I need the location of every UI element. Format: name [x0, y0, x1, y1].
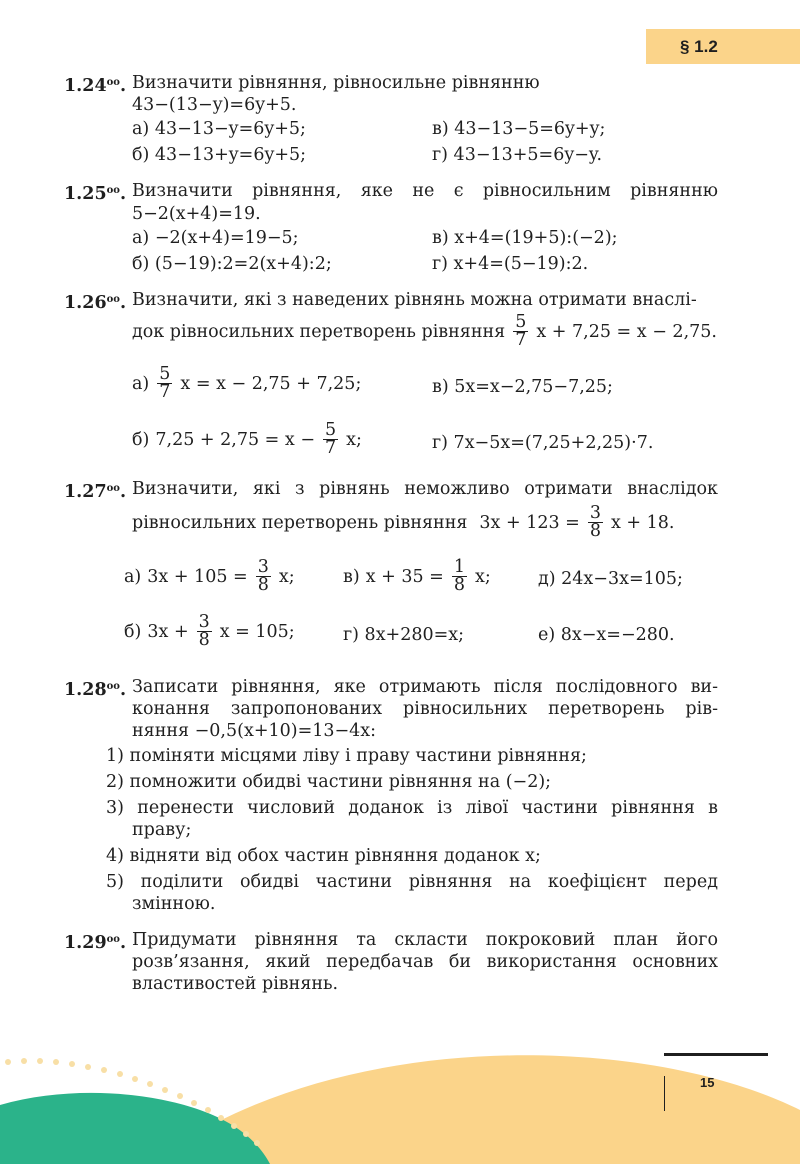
- problem-statement: Визначити, які з наведених рівнянь можна отримати внаслі-: [132, 290, 697, 310]
- problem-number: $1.26^{оо}$.: [64, 293, 127, 313]
- answer-option: а) $\frac{5}{7}$ x = x − 2,75 + 7,25;: [132, 364, 362, 402]
- fraction: $\frac{5}{7}$: [324, 420, 337, 458]
- answer-option: г) 7x−5x=(7,25+2,25)·7.: [432, 433, 654, 453]
- step-item: змінною.: [132, 894, 216, 914]
- step-item: праву;: [132, 820, 192, 840]
- problem-statement: властивостей рівнянь.: [132, 974, 339, 994]
- problem-statement: няння −0,5(x+10)=13−4x:: [132, 721, 377, 741]
- answer-option: г) x+4=(5−19):2.: [432, 254, 589, 274]
- footer-rule: [664, 1053, 768, 1056]
- answer-option: д) 24x−3x=105;: [538, 569, 683, 589]
- answer-option: б) 43−13+y=6y+5;: [132, 145, 307, 165]
- section-tab: [646, 29, 800, 64]
- section-label: § 1.2: [680, 36, 718, 56]
- problem-statement: Визначити рівняння, яке не є рівносильним рівнянню: [132, 181, 718, 201]
- fraction: $\frac{3}{8}$: [589, 503, 601, 541]
- problem-number: $1.24^{оо}$.: [64, 76, 127, 96]
- problem-number: $1.25^{оо}$.: [64, 184, 127, 204]
- fraction: $\frac{5}{7}$: [515, 312, 527, 350]
- problem-statement: Визначити рівняння, рівносильне рівнянню: [132, 73, 540, 93]
- green-wave: [0, 1093, 270, 1164]
- problem-number: $1.27^{оо}$.: [64, 482, 127, 502]
- answer-option: а) 43−13−y=6y+5;: [132, 119, 306, 139]
- problem-statement: розв’язання, який передбачав би використання основних: [132, 952, 718, 972]
- answer-option: в) 5x=x−2,75−7,25;: [432, 377, 613, 397]
- answer-option: г) 8x+280=x;: [343, 625, 465, 645]
- answer-option: г) 43−13+5=6y−y.: [432, 145, 603, 165]
- problem-statement: Визначити, які з рівнянь неможливо отримати внаслідок: [132, 479, 718, 499]
- problem-statement: 43−(13−y)=6y+5.: [132, 95, 297, 115]
- answer-option: е) 8x−x=−280.: [538, 625, 675, 645]
- step-item: 3) перенести числовий доданок із лівої частини рівняння в: [106, 798, 718, 818]
- problem-number: $1.28^{оо}$.: [64, 680, 127, 700]
- page-number: 15: [700, 1075, 715, 1090]
- footer-divider: [664, 1076, 665, 1111]
- step-item: 4) відняти від обох частин рівняння доданок x;: [106, 846, 541, 866]
- answer-option: б) (5−19):2=2(x+4):2;: [132, 254, 332, 274]
- problem-statement: Записати рівняння, яке отримають після послідовного ви-: [132, 677, 718, 697]
- step-item: 1) поміняти місцями ліву і праву частини рівняння;: [106, 746, 587, 766]
- fraction: $\frac{3}{8}$: [198, 612, 210, 650]
- answer-option: б) 7,25 + 2,75 = x − $\frac{5}{7}$ x;: [132, 420, 362, 458]
- fraction: $\frac{1}{8}$: [453, 557, 465, 595]
- answer-option: в) x+4=(19+5):(−2);: [432, 228, 618, 248]
- problem-statement: рівносильних перетворень рівняння 3x + 123 = $\frac{3}{8}$ x + 18.: [132, 503, 675, 541]
- answer-option: а) 3x + 105 = $\frac{3}{8}$ x;: [124, 557, 295, 595]
- problem-statement: конання запропонованих рівносильних перетворень рів-: [132, 699, 718, 719]
- problem-statement: Придумати рівняння та скласти покроковий план його: [132, 930, 718, 950]
- answer-option: а) −2(x+4)=19−5;: [132, 228, 299, 248]
- step-item: 5) поділити обидві частини рівняння на коефіцієнт перед: [106, 872, 718, 892]
- problem-number: $1.29^{оо}$.: [64, 933, 127, 953]
- problem-statement: 5−2(x+4)=19.: [132, 204, 261, 224]
- answer-option: б) 3x + $\frac{3}{8}$ x = 105;: [124, 612, 295, 650]
- fraction: $\frac{3}{8}$: [257, 557, 269, 595]
- fraction: $\frac{5}{7}$: [159, 364, 171, 402]
- answer-option: в) 43−13−5=6y+y;: [432, 119, 606, 139]
- answer-option: в) x + 35 = $\frac{1}{8}$ x;: [343, 557, 491, 595]
- step-item: 2) помножити обидві частини рівняння на (−2);: [106, 772, 552, 792]
- problem-statement: док рівносильних перетворень рівняння $\frac{5}{7}$ x + 7,25 = x − 2,75.: [132, 312, 717, 350]
